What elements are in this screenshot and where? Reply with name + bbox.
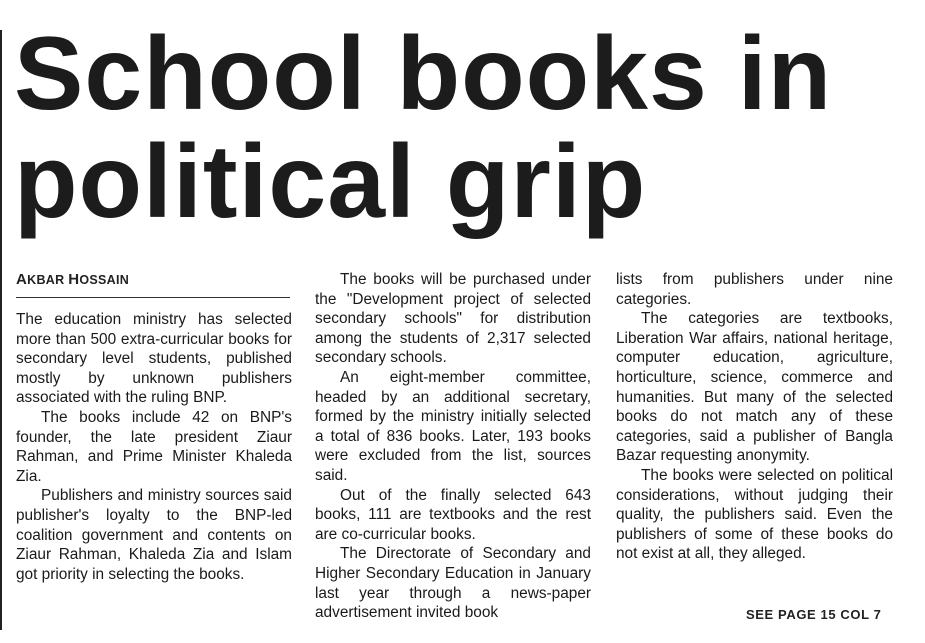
byline-last-rest: OSSAIN — [79, 273, 130, 287]
headline-line-1: School books in — [14, 16, 833, 132]
paragraph: The books will be purchased under the "Development project of selected secondary schools" for distribution among the students of 2,317 selected secondary schools. — [315, 271, 591, 367]
byline-first-rest: KBAR — [27, 273, 69, 287]
article-column-2 — [315, 270, 591, 623]
headline-line-2: political grip — [14, 124, 647, 240]
paragraph: The books were selected on political considerations, without judging their quality, the publishers said. Even the publishers of some of these books do not exist at all, they alleged. — [616, 466, 893, 563]
headline — [14, 16, 914, 240]
continuation-jump-link[interactable]: SEE PAGE 15 COL 7 — [746, 607, 882, 622]
paragraph: Publishers and ministry sources said publisher's loyalty to the BNP-led coalition government and contents on Ziaur Rahman, Khaleda Zia and Islam got priority in selecting the books. — [16, 487, 292, 583]
byline — [16, 271, 290, 298]
paragraph: The Directorate of Secondary and Higher Secondary Education in January last year through a news-paper advertisement invited book — [315, 545, 591, 622]
byline-last-initial: H — [68, 271, 80, 288]
paragraph: Out of the finally selected 643 books, 111 are textbooks and the rest are co-curricular books. — [315, 486, 591, 543]
left-column-rule — [0, 30, 2, 630]
paragraph: lists from publishers under nine categories. — [616, 271, 893, 308]
byline-first-initial: A — [16, 271, 28, 288]
article-column-1 — [16, 310, 292, 584]
article-column-3 — [616, 270, 893, 564]
paragraph: The education ministry has selected more than 500 extra-curricular books for secondary level students, published mostly by unknown publishers associated with the ruling BNP. — [16, 311, 292, 407]
paragraph: The categories are textbooks, Liberation War affairs, national heritage, computer education, agriculture, horticulture, science, commerce and humanities. But many of the selected books do not match any of these categories, said a publisher of Bangla Bazar requesting anonymity. — [616, 310, 893, 465]
paragraph: An eight-member committee, headed by an additional secretary, formed by the ministry initially selected a total of 836 books. Later, 193 books were excluded from the list, sources said. — [315, 368, 591, 484]
paragraph: The books include 42 on BNP's founder, the late president Ziaur Rahman, and Prime Minister Khaleda Zia. — [16, 408, 292, 485]
